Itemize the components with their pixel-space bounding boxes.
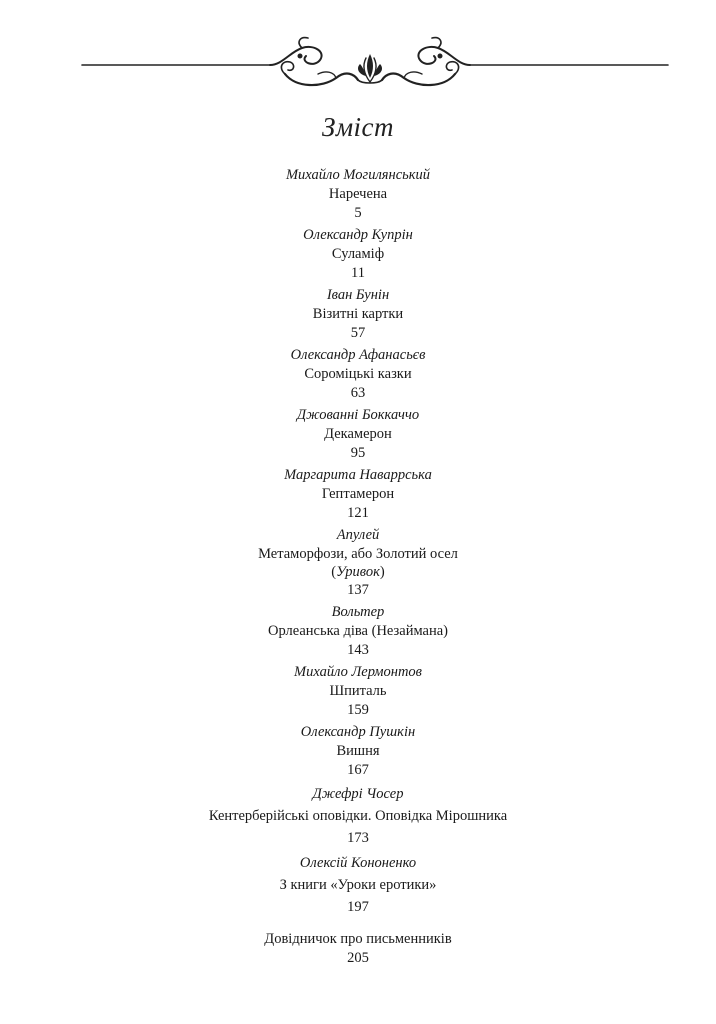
toc-entry — [0, 922, 716, 968]
toc-author: Іван Бунін — [326, 287, 390, 303]
toc-entry — [0, 526, 716, 600]
toc-author: Маргарита Наваррська — [284, 467, 432, 483]
toc-entry — [0, 723, 716, 780]
toc-entry — [0, 166, 716, 223]
toc-title: Декамерон — [324, 426, 392, 442]
toc-author: Олександр Купрін — [303, 227, 413, 243]
toc-page-number: 173 — [347, 830, 369, 846]
toc-title: З книги «Уроки еротики» — [279, 877, 437, 893]
toc-page-number: 205 — [347, 950, 369, 966]
toc-author: Михайло Могилянський — [285, 167, 431, 183]
toc-author: Олександр Пушкін — [300, 724, 416, 740]
toc-title: Кентерберійські оповідки. Оповідка Мірошника — [208, 808, 508, 824]
toc-author: Вольтер — [331, 604, 385, 620]
toc-page-number: 57 — [350, 325, 366, 341]
toc-title: Орлеанська діва (Незаймана) — [267, 623, 448, 639]
toc-title: Довідничок про письменників — [264, 931, 452, 947]
toc-page-number: 143 — [347, 642, 369, 658]
toc-author: Апулей — [336, 527, 380, 543]
toc-title: Вишня — [336, 743, 380, 759]
toc-note-open: ( — [331, 564, 337, 580]
toc-author: Олексій Кононенко — [299, 855, 417, 871]
toc-author: Михайло Лермонтов — [294, 664, 422, 680]
toc-title: Візитні картки — [312, 306, 404, 322]
toc-note — [0, 564, 716, 581]
toc-page-number: 197 — [347, 899, 369, 915]
toc-author: Олександр Афанасьєв — [290, 347, 426, 363]
toc-note-text: Уривок — [336, 564, 380, 580]
flourish-divider-icon — [0, 30, 716, 90]
toc-page-number: 95 — [350, 445, 366, 461]
toc-page-number: 63 — [350, 385, 366, 401]
toc-page-number: 137 — [347, 582, 369, 598]
toc-entry — [0, 346, 716, 403]
toc-title: Гептамерон — [321, 486, 395, 502]
toc-entry — [0, 663, 716, 720]
toc-page-number: 121 — [347, 505, 369, 521]
toc-author: Джованні Боккаччо — [296, 407, 420, 423]
toc-title: Сороміцькі казки — [304, 366, 412, 382]
toc-page-number: 5 — [354, 205, 362, 221]
table-of-contents — [0, 166, 716, 968]
toc-entry — [0, 603, 716, 660]
toc-author: Джефрі Чосер — [312, 786, 404, 802]
toc-entry — [0, 406, 716, 463]
toc-title: Суламіф — [331, 246, 385, 262]
toc-entry — [0, 466, 716, 523]
toc-entry — [0, 783, 716, 849]
toc-title: Шпиталь — [329, 683, 387, 699]
toc-note-close: ) — [379, 564, 385, 580]
page-title: Зміст — [321, 112, 395, 142]
toc-title: Наречена — [328, 186, 388, 202]
toc-entry — [0, 286, 716, 343]
toc-page-number: 11 — [351, 265, 365, 281]
toc-page-number: 167 — [347, 762, 369, 778]
toc-entry — [0, 226, 716, 283]
toc-entry — [0, 852, 716, 918]
toc-page-number: 159 — [347, 702, 369, 718]
toc-title: Метаморфози, або Золотий осел — [258, 546, 458, 562]
